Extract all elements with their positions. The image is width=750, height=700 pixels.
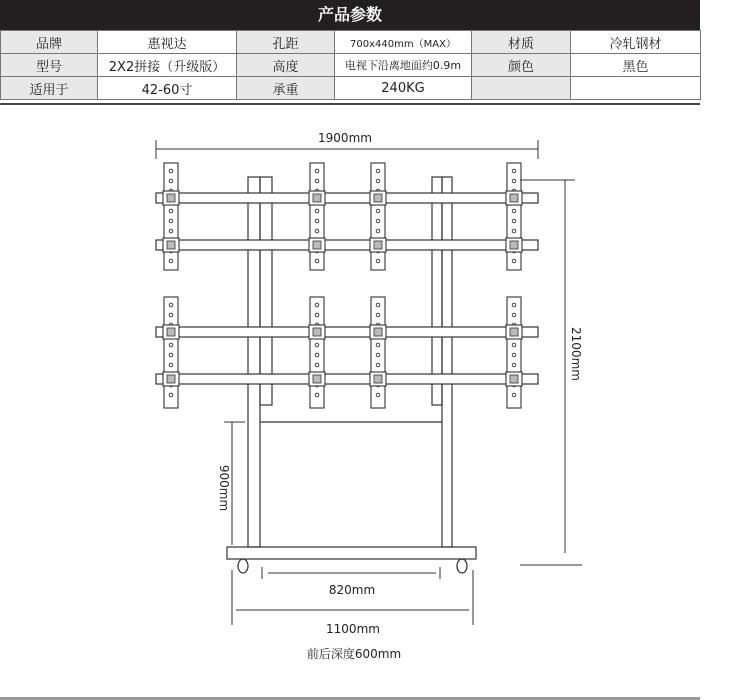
fits-value: 42-60寸	[98, 77, 237, 100]
mount-bar	[156, 240, 538, 250]
bracket	[370, 191, 386, 205]
bracket	[506, 191, 522, 205]
mount-plate	[310, 297, 324, 408]
color-value: 黑色	[571, 54, 701, 77]
bracket	[163, 372, 179, 386]
right-upright	[442, 177, 452, 547]
empty-label-cell	[472, 77, 571, 100]
mount-plate	[507, 297, 521, 408]
bracket	[370, 325, 386, 339]
mount-bar	[156, 193, 538, 203]
depth-label: 前后深度600mm	[306, 647, 402, 661]
width-dimension-label: 1900mm	[318, 131, 372, 145]
bracket	[309, 238, 325, 252]
bracket	[309, 372, 325, 386]
color-label: 颜色	[472, 54, 571, 77]
material-label: 材质	[472, 31, 571, 54]
model-label: 型号	[1, 54, 98, 77]
inner-base-dimension-label: 820mm	[328, 583, 376, 597]
fits-label: 适用于	[1, 77, 98, 100]
bracket	[370, 372, 386, 386]
base	[227, 547, 476, 559]
mount-plate	[371, 297, 385, 408]
bracket	[506, 238, 522, 252]
mount-plate	[164, 163, 178, 270]
lower-height-dimension-label: 900mm	[217, 464, 231, 512]
hole-pitch-label: 孔距	[237, 31, 335, 54]
base-width-dimension-label: 1100mm	[326, 622, 380, 636]
left-upright-inner	[260, 177, 272, 405]
brand-value: 惠视达	[98, 31, 237, 54]
load-value: 240KG	[335, 77, 472, 100]
table-row	[1, 77, 701, 100]
bracket	[163, 238, 179, 252]
load-label: 承重	[237, 77, 335, 100]
mount-plate	[371, 163, 385, 270]
right-upright-inner	[432, 177, 442, 405]
wheel-right	[457, 559, 467, 573]
mount-bar	[156, 327, 538, 337]
material-value: 冷轧钢材	[571, 31, 701, 54]
empty-value-cell	[571, 77, 701, 100]
brand-label: 品牌	[1, 31, 98, 54]
mount-bar	[156, 374, 538, 384]
bracket	[163, 191, 179, 205]
bracket	[506, 325, 522, 339]
height-label: 高度	[237, 54, 335, 77]
horizontal-bars	[156, 193, 538, 384]
model-value: 2X2拼接（升级版）	[98, 54, 237, 77]
spec-table	[0, 30, 701, 100]
bracket	[309, 191, 325, 205]
bracket	[309, 325, 325, 339]
height-dimension-label: 2100mm	[569, 327, 583, 381]
hole-pitch-value: 700x440mm（MAX）	[335, 31, 472, 54]
left-upright	[248, 177, 260, 547]
table-row	[1, 31, 701, 54]
stand-drawing	[0, 105, 700, 697]
wheel-left	[238, 559, 248, 573]
product-params-header: 产品参数	[0, 0, 700, 30]
bracket	[163, 325, 179, 339]
bracket	[506, 372, 522, 386]
bracket	[370, 238, 386, 252]
height-value: 电视下沿离地面约0.9m	[335, 54, 472, 77]
mount-plate	[507, 163, 521, 270]
table-row	[1, 54, 701, 77]
mount-plate	[310, 163, 324, 270]
mount-plate	[164, 297, 178, 408]
